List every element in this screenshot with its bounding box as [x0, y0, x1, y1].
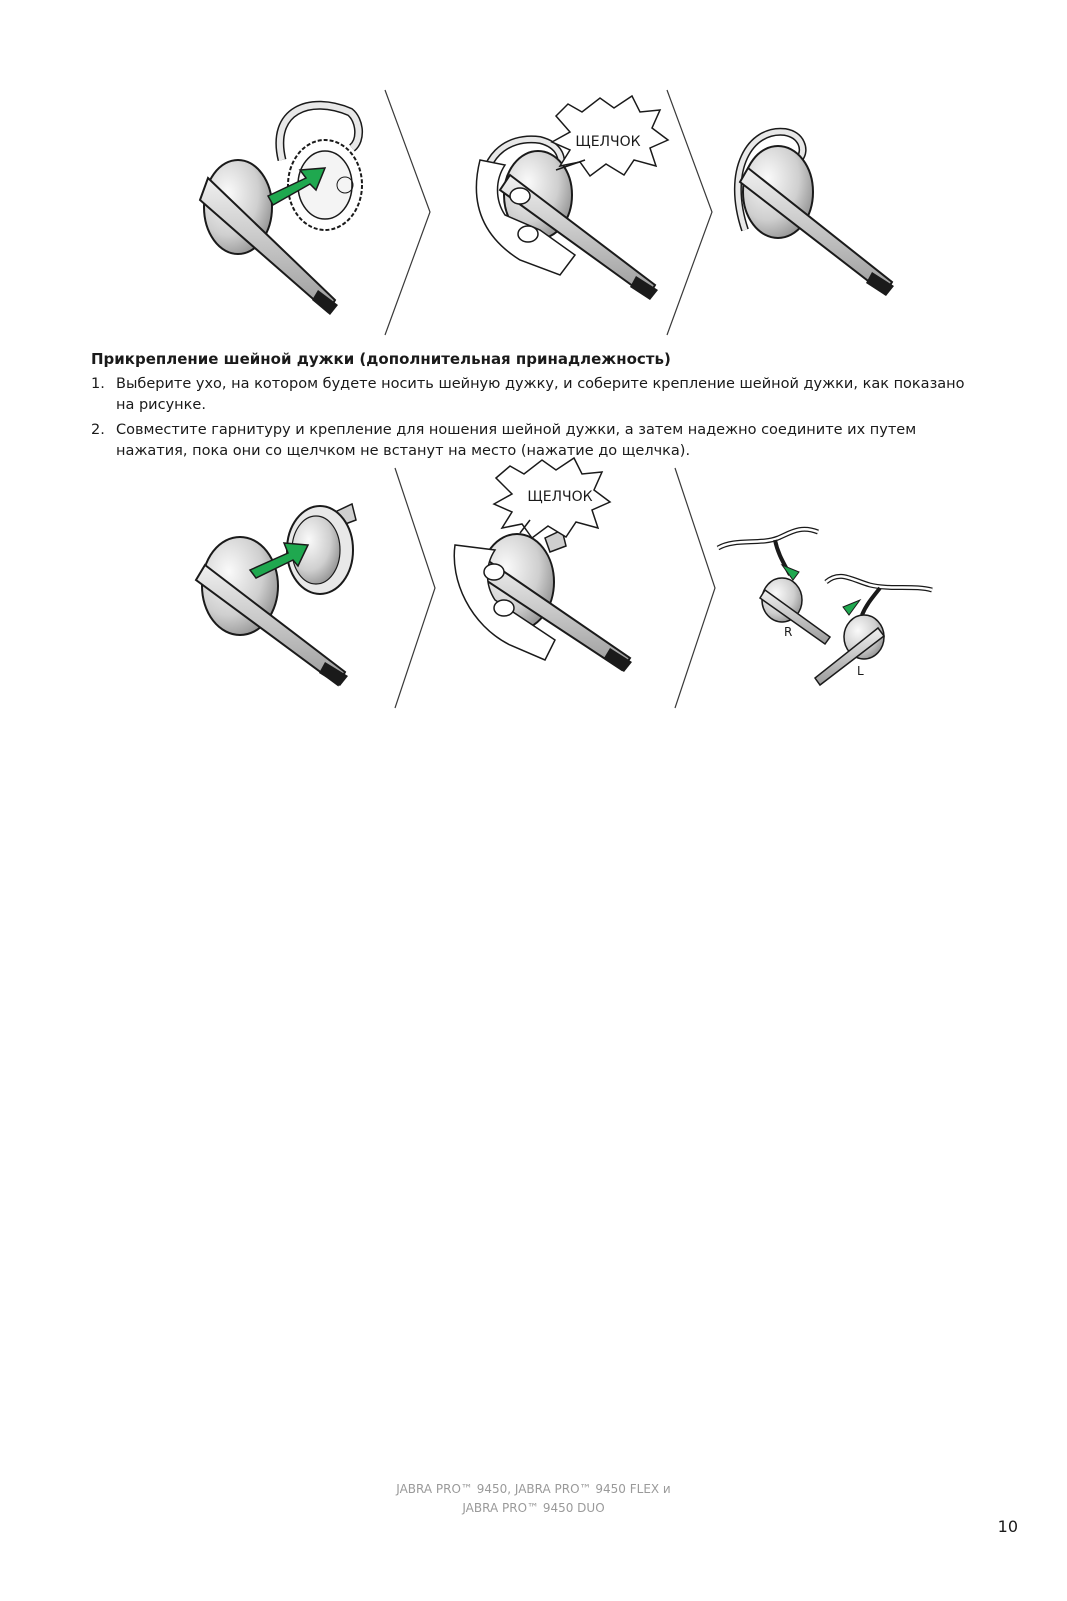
neckband-attach-illustration: [196, 504, 356, 686]
step-item-1: [91, 374, 971, 416]
section-title: Прикрепление шейной дужки (дополнительная принадлежность): [91, 350, 671, 368]
steps-list: [91, 374, 971, 466]
label-left-side: L: [857, 664, 864, 678]
step-divider-bottom-1: [395, 468, 435, 708]
callout-click-top: ЩЕЛЧОК: [575, 134, 641, 150]
footer-product-line-2: JABRA PRO™ 9450 DUO: [462, 1501, 605, 1515]
label-right-side: R: [784, 625, 793, 639]
footer-product-line-1: JABRA PRO™ 9450, JABRA PRO™ 9450 FLEX и: [396, 1482, 671, 1496]
step-number: 2.: [91, 422, 105, 438]
step-text: Выберите ухо, на котором будете носить шейную дужку, и соберите крепление шейной дужки, как показано на рисунке.: [116, 376, 965, 413]
earhook-click-illustration: [476, 96, 668, 300]
earhook-assembled-illustration: [738, 132, 894, 296]
step-number: 1.: [91, 376, 105, 392]
page-number: 10: [997, 1517, 1018, 1536]
step-text: Совместите гарнитуру и крепление для ношения шейной дужки, а затем надежно соедините их путем нажатия, пока они со щелчком не встанут на место (нажатие до щелчка).: [116, 422, 917, 459]
earhook-attach-illustration: [200, 105, 362, 315]
callout-click-bottom: ЩЕЛЧОК: [527, 489, 593, 505]
step-divider-top-1: [385, 90, 430, 335]
step-divider-bottom-2: [675, 468, 715, 708]
neckband-right-left-illustration: [718, 529, 932, 685]
step-item-2: [91, 420, 971, 462]
step-divider-top-2: [667, 90, 712, 335]
